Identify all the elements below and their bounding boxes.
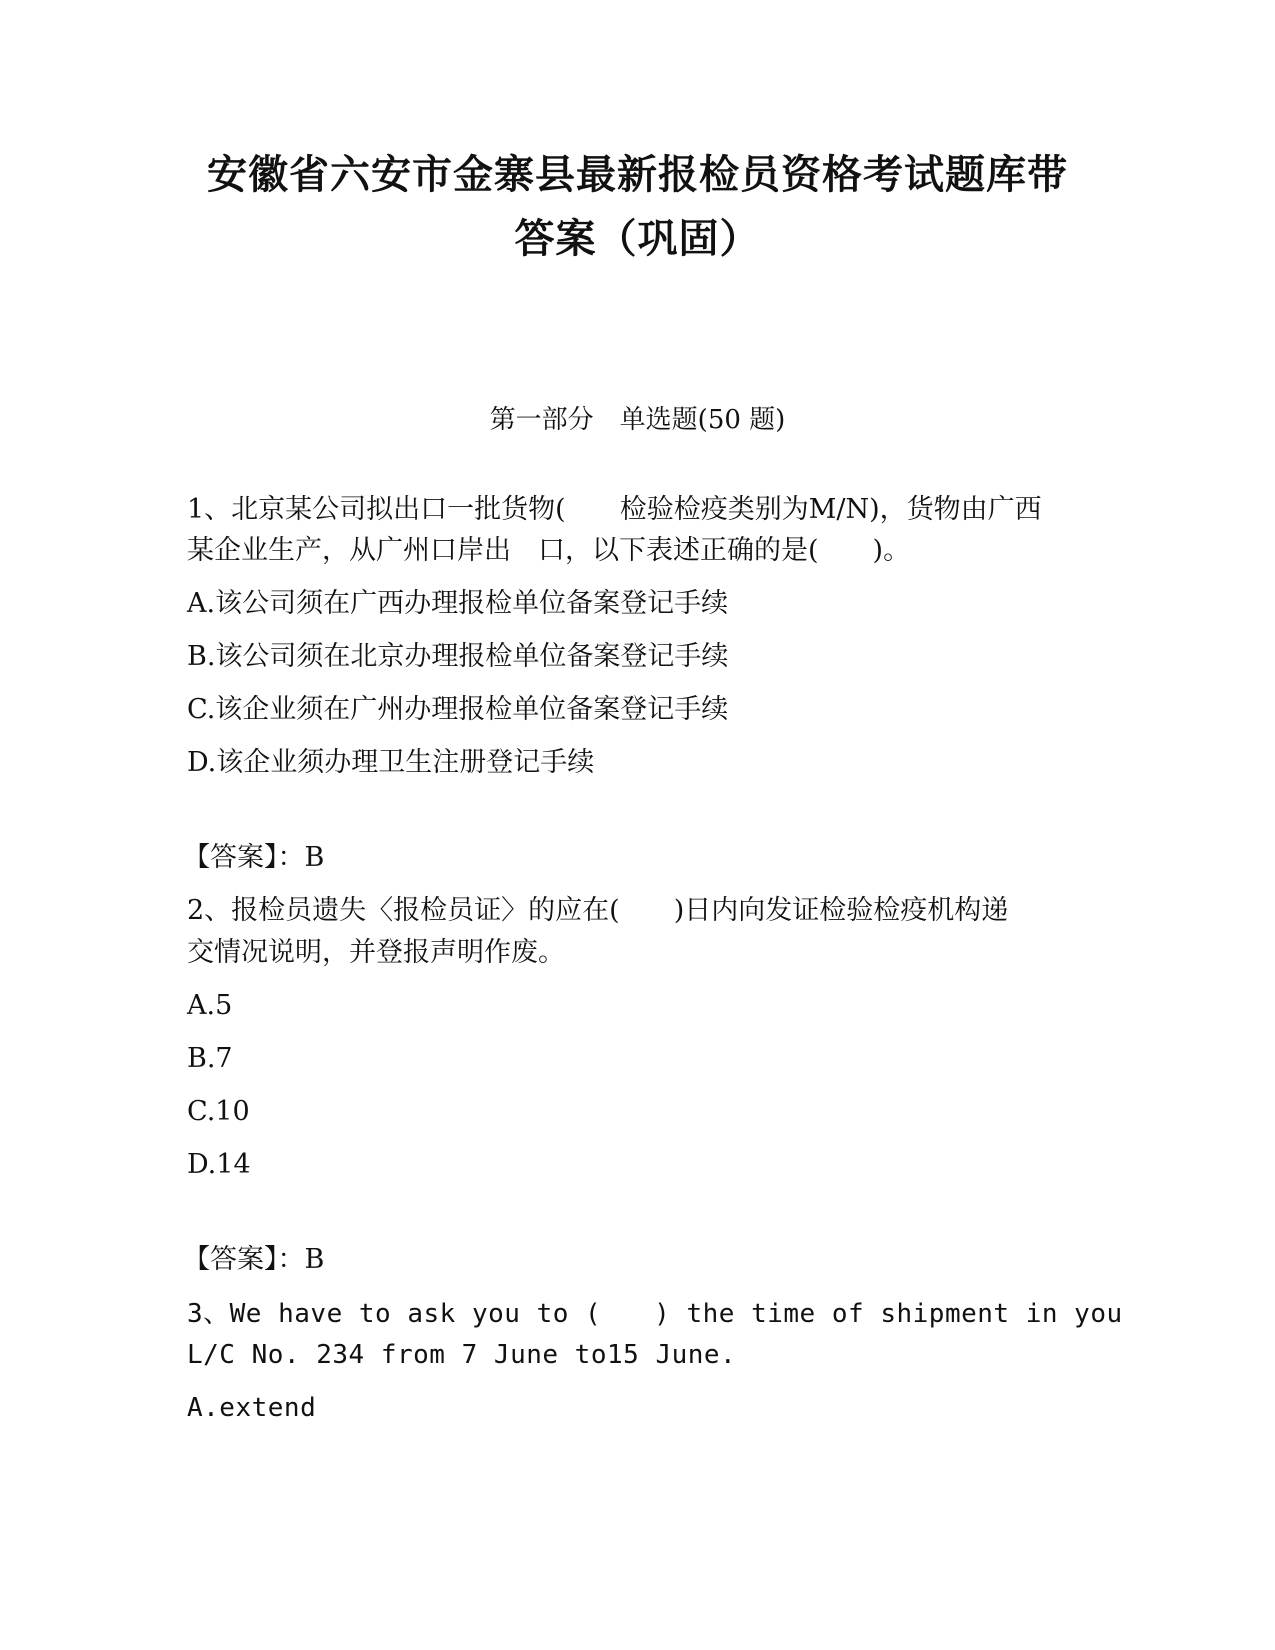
question-3-option-a: A.extend xyxy=(187,1393,317,1423)
question-2-option-c: C.10 xyxy=(187,1096,250,1127)
question-3-stem-line-2: L/C No. 234 from 7 June to15 June. xyxy=(187,1340,737,1370)
question-1-option-c: C.该企业须在广州办理报检单位备案登记手续 xyxy=(187,694,729,725)
question-1-stem-line-1: 1、北京某公司拟出口一批货物( 检验检疫类别为M/N)，货物由广西 xyxy=(187,494,1042,525)
document-title-line-1: 安徽省六安市金寨县最新报检员资格考试题库带 xyxy=(207,152,1068,198)
question-1-option-a: A.该公司须在广西办理报检单位备案登记手续 xyxy=(187,588,729,619)
question-1-option-d: D.该企业须办理卫生注册登记手续 xyxy=(187,747,595,778)
question-3-stem-line-1: 3、We have to ask you to ( ) the time of shipment in you xyxy=(187,1299,1123,1329)
question-1-answer: 【答案】：B xyxy=(183,842,325,873)
question-2-stem-line-2: 交情况说明，并登报声明作废。 xyxy=(187,937,565,968)
question-2-answer: 【答案】：B xyxy=(183,1244,325,1275)
question-2-option-b: B.7 xyxy=(187,1043,233,1074)
question-2-option-a: A.5 xyxy=(187,990,233,1021)
question-1-stem-line-2: 某企业生产，从广州口岸出 口，以下表述正确的是( )。 xyxy=(187,535,911,566)
question-1-option-b: B.该公司须在北京办理报检单位备案登记手续 xyxy=(187,641,729,672)
document-title-line-2: 答案（巩固） xyxy=(514,216,761,262)
question-2-option-d: D.14 xyxy=(187,1149,251,1180)
question-2-stem-line-1: 2、报检员遗失〈报检员证〉的应在( )日内向发证检验检疫机构递 xyxy=(187,895,1009,926)
section-heading: 第一部分 单选题(50 题) xyxy=(489,405,786,435)
